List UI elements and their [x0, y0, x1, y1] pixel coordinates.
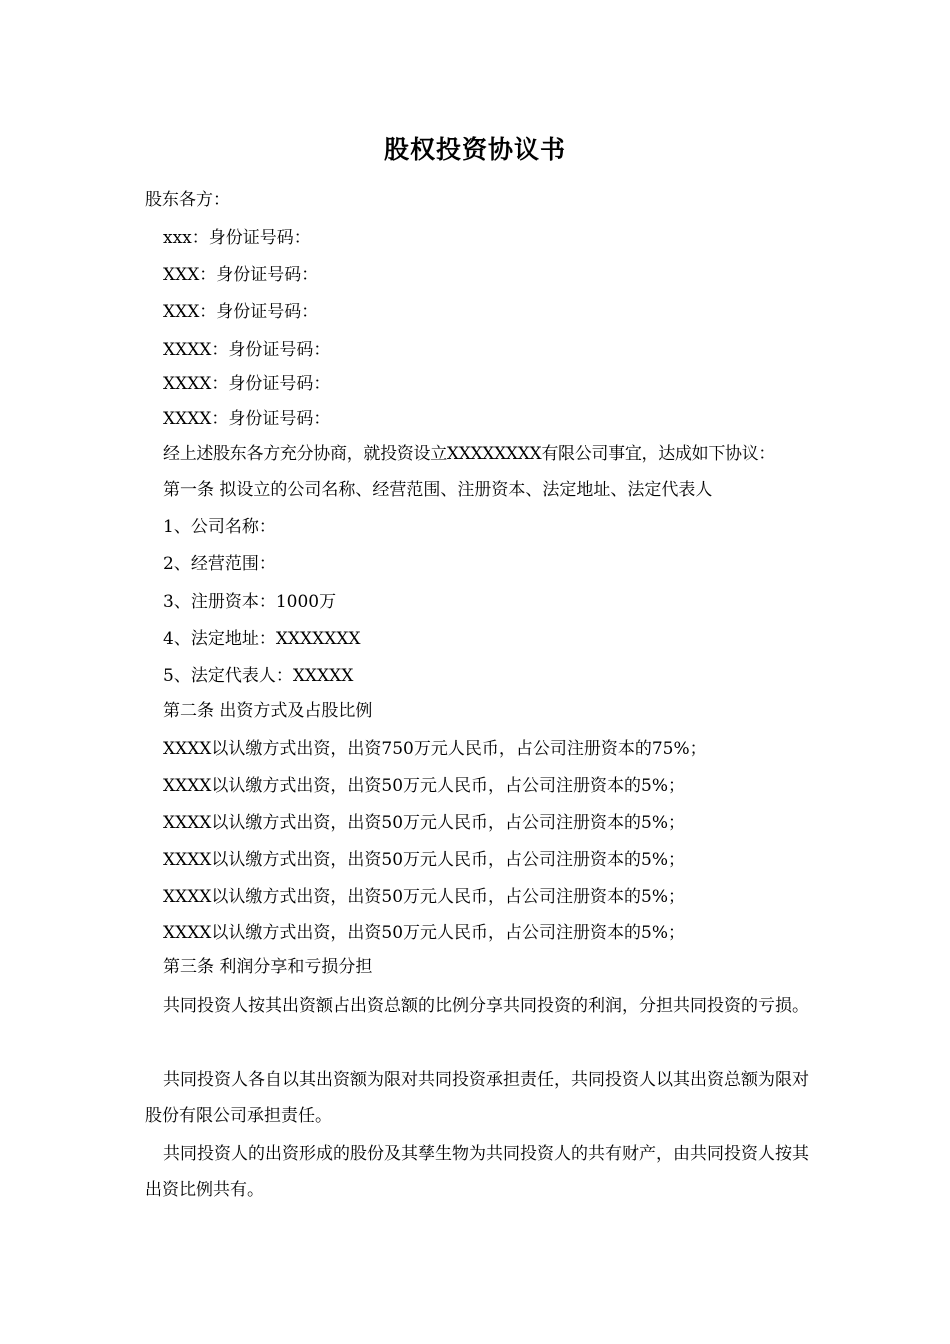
article2-item: XXXX以认缴方式出资，出资50万元人民币，占公司注册资本的5%；	[163, 887, 686, 907]
article3-paragraph: 共同投资人各自以其出资额为限对共同投资承担责任，共同投资人以其出资总额为限对股份有限公司承担责任。	[145, 1070, 809, 1126]
shareholder-line: XXXX：身份证号码：	[163, 409, 331, 429]
shareholder-line: xxx：身份证号码：	[163, 228, 311, 248]
article2-item: XXXX以认缴方式出资，出资50万元人民币，占公司注册资本的5%；	[163, 850, 686, 870]
shareholder-line: XXXX：身份证号码：	[163, 340, 331, 360]
article3-heading: 第三条 利润分享和亏损分担	[163, 957, 373, 977]
shareholder-line: XXX：身份证号码：	[163, 302, 319, 322]
article2-heading: 第二条 出资方式及占股比例	[163, 701, 373, 721]
article1-item: 1、公司名称：	[163, 517, 276, 537]
shareholder-line: XXX：身份证号码：	[163, 265, 319, 285]
shareholder-line: XXXX：身份证号码：	[163, 374, 331, 394]
article2-item: XXXX以认缴方式出资，出资50万元人民币，占公司注册资本的5%；	[163, 776, 686, 796]
article2-item: XXXX以认缴方式出资，出资50万元人民币，占公司注册资本的5%；	[163, 813, 686, 833]
article2-item: XXXX以认缴方式出资，出资50万元人民币，占公司注册资本的5%；	[163, 923, 686, 943]
article1-item: 5、法定代表人：XXXXX	[163, 666, 354, 686]
article1-heading: 第一条 拟设立的公司名称、经营范围、注册资本、法定地址、法定代表人	[163, 480, 713, 500]
article1-item: 4、法定地址：XXXXXXX	[163, 629, 361, 649]
intro-paragraph: 经上述股东各方充分协商，就投资设立XXXXXXXX有限公司事宜，达成如下协议：	[163, 444, 776, 464]
document-title: 股权投资协议书	[383, 135, 566, 164]
article2-item: XXXX以认缴方式出资，出资750万元人民币，占公司注册资本的75%；	[163, 739, 707, 759]
article1-item: 3、注册资本：1000万	[163, 592, 337, 612]
article1-item: 2、经营范围：	[163, 554, 276, 574]
shareholders-heading: 股东各方：	[145, 190, 230, 210]
article3-paragraph: 共同投资人的出资形成的股份及其孳生物为共同投资人的共有财产，由共同投资人按其出资比例共有。	[145, 1144, 809, 1200]
article3-paragraph: 共同投资人按其出资额占出资总额的比例分享共同投资的利润，分担共同投资的亏损。	[163, 996, 809, 1016]
